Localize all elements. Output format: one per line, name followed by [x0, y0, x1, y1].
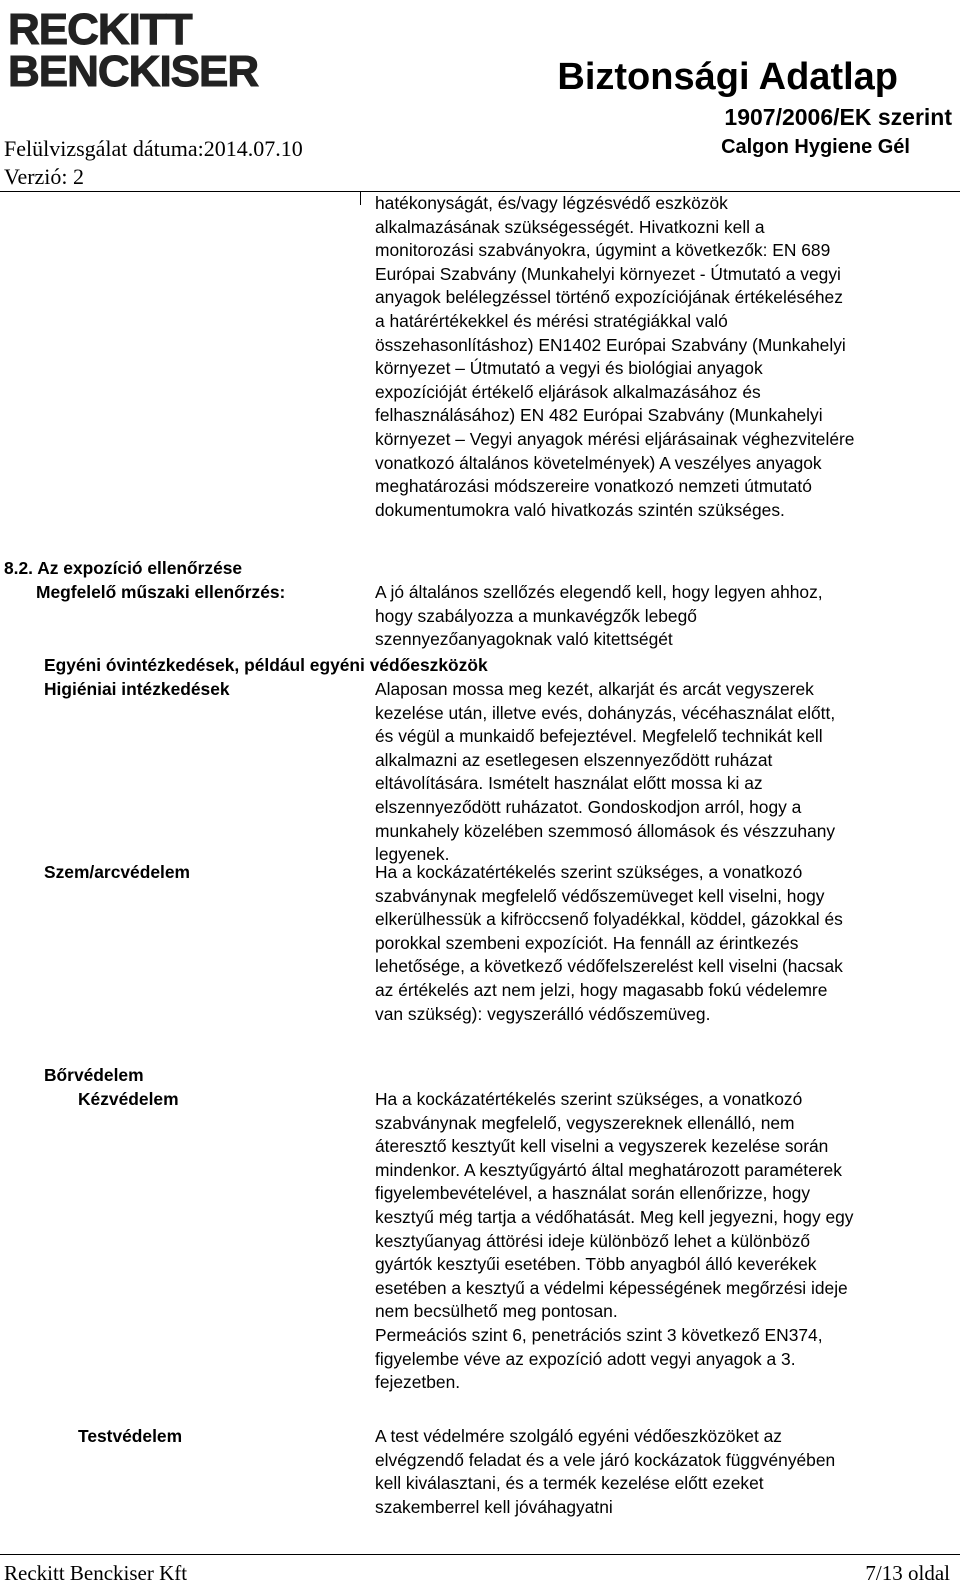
text-line: lehetősége, a következő védőfelszerelést kell viselni (hacsak: [375, 956, 843, 977]
text-line: dokumentumokra való hivatkozás szintén szükséges.: [375, 499, 785, 520]
text-line: anyagok belélegzéssel történő expozíciójának értékeléséhez: [375, 287, 843, 308]
text-line: Permeációs szint 6, penetrációs szint 3 következő EN374,: [375, 1324, 823, 1345]
text-line: fejezetben.: [375, 1372, 461, 1393]
text-line: meghatározási módszereire vonatkozó nemzeti útmutató: [375, 476, 812, 497]
text-line: az értékelés azt nem jelzi, hogy magasabb fokú védelemre: [375, 979, 828, 1000]
text-line: áteresztő kesztyűt kell viselni a vegyszerek kezelése során: [375, 1136, 829, 1157]
hygiene-label: Higiéniai intézkedések: [44, 679, 230, 699]
hygiene-text: [375, 678, 835, 867]
logo-line-1: RECKITT: [8, 5, 192, 54]
body-protection-text: [375, 1425, 835, 1519]
text-line: kesztyűanyag áttörési ideje különböző lehet a különböző: [375, 1230, 811, 1251]
text-line: kesztyű még tartja a védőhatását. Meg kell jegyezni, hogy egy: [375, 1206, 854, 1227]
version-number: Verzió: 2: [4, 164, 85, 189]
text-line: elvégzendő feladat és a vele járó kockázatok függvényében: [375, 1449, 836, 1470]
engineering-controls-text: [375, 581, 823, 652]
text-line: Európai Szabvány (Munkahelyi környezet - Útmutató a vegyi: [375, 263, 841, 284]
text-line: nem becsülhető meg pontosan.: [375, 1301, 618, 1322]
body-protection-label: Testvédelem: [78, 1426, 183, 1446]
text-line: szabványnak megfelelő védőszemüveget kell viselni, hogy: [375, 885, 825, 906]
regulation-reference: 1907/2006/EK szerint: [724, 104, 952, 130]
product-name: Calgon Hygiene Gél: [721, 136, 910, 158]
text-line: és végül a munkaidő befejeztével. Megfelelő technikát kell: [375, 726, 823, 747]
text-line: van szükség): vegyszerálló védőszemüveg.: [375, 1003, 711, 1024]
footer-divider: [0, 1554, 960, 1555]
ppe-heading: Egyéni óvintézkedések, például egyéni védőeszközök: [44, 655, 488, 675]
eye-protection-label: Szem/arcvédelem: [44, 862, 190, 882]
page-number: 7/13 oldal: [865, 1561, 950, 1585]
text-line: A jó általános szellőzés elegendő kell, hogy legyen ahhoz,: [375, 582, 823, 602]
document-title: Biztonsági Adatlap: [557, 56, 898, 98]
text-line: Alaposan mossa meg kezét, alkarját és arcát vegyszerek: [375, 679, 814, 699]
logo-line-2: BENCKISER: [8, 47, 259, 96]
text-line: figyelembe véve az expozíció adott vegyi anyagok a 3.: [375, 1348, 796, 1369]
hand-protection-label: Kézvédelem: [78, 1089, 179, 1109]
text-line: porokkal szembeni expozíciót. Ha fennáll az érintkezés: [375, 932, 799, 953]
text-line: eltávolítására. Ismételt használat előtt mossa ki az: [375, 773, 763, 794]
text-line: monitorozási szabványokra, úgymint a következők: EN 689: [375, 240, 831, 261]
text-line: alkalmazásának szükségességét. Hivatkozni kell a: [375, 216, 765, 237]
eye-protection-text: [375, 861, 843, 1026]
text-line: mindenkor. A kesztyűgyártó által meghatározott paraméterek: [375, 1159, 842, 1180]
engineering-controls-label: Megfelelő műszaki ellenőrzés:: [36, 582, 286, 602]
continuation-paragraph: [375, 192, 854, 522]
text-line: gyártók kesztyűi esetében. Több anyagból álló keverékek: [375, 1254, 817, 1275]
revision-date: Felülvizsgálat dátuma:2014.07.10: [4, 136, 303, 161]
text-line: hogy szabályozza a munkavégzők lebegő: [375, 605, 697, 626]
text-line: szennyezőanyagoknak való kitettségét: [375, 629, 673, 650]
text-line: alkalmazni az esetlegesen elszennyeződött ruházat: [375, 749, 773, 770]
text-line: kezelése után, illetve evés, dohányzás, vécéhasználat előtt,: [375, 702, 836, 723]
company-logo: [8, 5, 259, 96]
text-line: a határértékekkel és mérési stratégiákkal való: [375, 310, 728, 331]
text-line: környezet – Útmutató a vegyi és biológiai anyagok: [375, 358, 763, 379]
text-line: legyenek.: [375, 844, 450, 865]
section-heading: 8.2. Az expozíció ellenőrzése: [4, 558, 243, 578]
text-line: felhasználásához) EN 482 Európai Szabvány (Munkahelyi: [375, 405, 823, 426]
text-line: összehasonlításhoz) EN1402 Európai Szabvány (Munkahelyi: [375, 334, 846, 355]
text-line: Ha a kockázatértékelés szerint szükséges, a vonatkozó: [375, 1089, 803, 1109]
text-line: környezet – Vegyi anyagok mérési eljárásainak véghezvitelére: [375, 428, 855, 449]
text-line: munkahely közelében szemmosó állomások és vészzuhany: [375, 820, 836, 841]
text-line: elszennyeződött ruházatot. Gondoskodjon arról, hogy a: [375, 796, 802, 817]
text-line: szabványnak megfelelő, vegyszereknek ellenálló, nem: [375, 1112, 795, 1133]
text-line: esetében a kesztyű a védelmi képességének megőrzési ideje: [375, 1277, 848, 1298]
text-line: kell kiválasztani, és a termék kezelése előtt ezeket: [375, 1473, 764, 1494]
text-line: hatékonyságát, és/vagy légzésvédő eszközök: [375, 193, 728, 213]
footer-company: Reckitt Benckiser Kft: [4, 1561, 188, 1585]
text-line: szakemberrel kell jóváhagyatni: [375, 1496, 613, 1517]
text-line: vonatkozó általános követelmények) A veszélyes anyagok: [375, 452, 822, 473]
text-line: Ha a kockázatértékelés szerint szükséges, a vonatkozó: [375, 862, 803, 882]
text-line: expozícióját értékelő eljárások alkalmazásához és: [375, 381, 761, 402]
hand-protection-text: [375, 1088, 854, 1395]
skin-protection-label: Bőrvédelem: [44, 1065, 144, 1085]
text-line: figyelembevételével, a használat során ellenőrizze, hogy: [375, 1183, 811, 1204]
text-line: A test védelmére szolgáló egyéni védőeszközöket az: [375, 1426, 782, 1446]
header-column-divider: [360, 191, 361, 205]
text-line: elkerülhessük a kifröccsenő folyadékkal, köddel, gázokkal és: [375, 909, 843, 930]
